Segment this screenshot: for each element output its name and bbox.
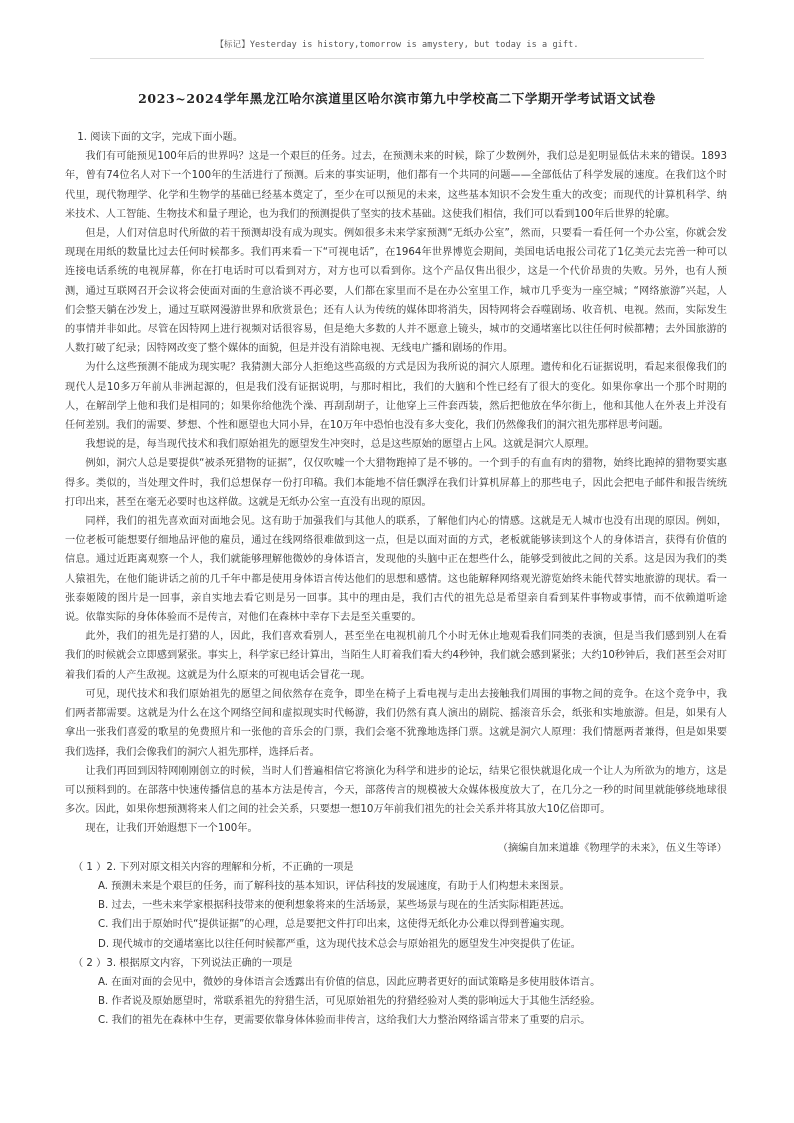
header-divider — [90, 58, 704, 59]
passage-paragraph: 例如，洞穴人总是要提供“被杀死猎物的证据”，仅仅吹嘘一个大猎物跑掉了是不够的。一个到手的有血有肉的猎物，始终比跑掉的猎物要实惠得多。类似的，当处理文件时，我们总想保存一份打印稿。我们本能地不信任飘浮在我们计算机屏幕上的那些电子，因此会把电子邮件和报告统统打印出来，甚至在毫无必要时也这样做。这就是无纸办公室一直没有出现的原因。 — [65, 458, 727, 508]
document-body — [65, 128, 727, 1031]
source-citation: （摘编自加来道雄《物理学的未来》，伍义生等译） — [497, 842, 727, 854]
answer-option[interactable]: A. 预测未来是个艰巨的任务，而了解科技的基本知识，评估科技的发展速度，有助于人们构想未来图景。 — [98, 880, 570, 892]
passage-paragraph: 但是，人们对信息时代所做的若干预测却没有成为现实。例如很多未来学家预测“无纸办公室”，然而，只要看一看任何一个办公室，你就会发现现在用纸的数量比过去任何时候都多。我们再来看一下“可视电话”，在1964年世界博览会期间，美国电话电报公司花了1亿美元去完善一种可以连接电话系统的电视屏幕，你在打电话时可以看到对方，对方也可以看到你。这个产品仅售出很少，这是一个代价昂贵的失败。另外，也有人预测，通过互联网召开会议将会使面对面的生意洽谈不再必要，人们都在家里而不是在办公室里工作，城市几乎变为一座空城；“网络旅游”兴起，人们会整天躺在沙发上，通过互联网漫游世界和欣赏景色；还有人认为传统的媒体即将消失，因特网将会吞噬剧场、收音机、电视。然而，实际发生的事情并非如此。尽管在因特网上进行视频对话很容易，但是绝大多数的人并不愿意上镜头，城市的交通堵塞比以往任何时候都糟；去外国旅游的人数打破了纪录；因特网改变了整个媒体的面貌，但是并没有消除电视、无线电广播和剧场的作用。 — [65, 228, 727, 355]
passage-paragraph: 此外，我们的祖先是打猎的人，因此，我们喜欢看别人，甚至坐在电视机前几个小时无休止地观看我们同类的表演，但是当我们感到别人在看我们的时候就会立即感到紧张。事实上，科学家已经计算出，当陌生人盯着我们看大约4秒钟，我们就会感到紧张；大约10秒钟后，我们甚至会对盯着我们看的人产生敌视。这就是为什么原来的可视电话会冒花一现。 — [65, 631, 727, 681]
passage-paragraph: 现在，让我们开始遐想下一个100年。 — [85, 823, 258, 835]
answer-option[interactable]: B. 过去，一些未来学家根据科技带来的便利想象将来的生活场景，某些场景与现在的生活实际相距甚远。 — [98, 900, 570, 912]
answer-option[interactable]: D. 现代城市的交通堵塞比以往任何时候都严重，这为现代技术总会与原始祖先的愿望发生冲突提供了佐证。 — [98, 938, 581, 950]
answer-option[interactable]: B. 作者说及原始愿望时，常联系祖先的狩猎生活，可见原始祖先的狩猎经验对人类的影响远大于其他生活经验。 — [98, 996, 601, 1008]
passage-paragraph: 让我们再回到因特网刚刚创立的时候，当时人们普遍相信它将演化为科学和进步的论坛，结果它很快就退化成一个让人为所欲为的地方，这是可以预料到的。在部落中快速传播信息的基本方法是传言，今天，部落传言的规模被大众媒体极度放大了，在几分之一秒的时间里就能够绕地球很多次。因此，如果你想预测将来人们之间的社会关系，只要想一想10万年前我们祖先的社会关系并将其放大10亿倍即可。 — [65, 765, 727, 816]
passage-paragraph: 同样，我们的祖先喜欢面对面地会见。这有助于加强我们与其他人的联系，了解他们内心的情感。这就是无人城市也没有出现的原因。例如，一位老板可能想要仔细地品评他的雇员，通过在线网络很难做到这一点，但是以面对面的方式，老板就能够读到这个人的身体语言，获得有价值的信息。通过近距离观察一个人，我们就能够理解他微妙的身体语言，发现他的头脑中正在想些什么，能够受到彼此之间的关系。这是因为我们的类人猿祖先，在他们能讲话之前的几千年中都是使用身体语言传达他们的思想和感情。这也能解释网络观光游览始终未能代替实地旅游的现状。看一张泰姬陵的图片是一回事，亲自实地去看它则是另一回事。其中的理由是，我们古代的祖先总是希望亲自看到某件事物或事情，而不依赖道听途说。依靠实际的身体体验而不是传言，对他们在森林中幸存下去是至关重要的。 — [65, 516, 727, 624]
passage-paragraph: 我想说的是，每当现代技术和我们原始祖先的愿望发生冲突时，总是这些原始的愿望占上风。这就是洞穴人原理。 — [85, 439, 595, 451]
question-stem: （ 2 ）3. 根据原文内容，下列说法正确的一项是 — [73, 957, 293, 969]
answer-option[interactable]: C. 我们出于原始时代“提供证据”的心理，总是要把文件打印出来，这使得无纸化办公难以得到普遍实现。 — [98, 919, 571, 931]
passage-paragraph: 可见，现代技术和我们原始祖先的愿望之间依然存在竞争，即坐在椅子上看电视与走出去接触我们周围的事物之间的竞争。在这个竞争中，我们两者都需要。这就是为什么在这个网络空间和虚拟现实时代畅游，我们仍然有真人演出的剧院、摇滚音乐会，纸张和实地旅游。但是，如果有人拿出一张我们喜爱的歌星的免费照片和一张他的音乐会的门票，我们会毫不犹豫地选择门票。这就是洞穴人原理：我们情愿两者兼得，但是如果要我们选择，我们会像我们的洞穴人祖先那样，选择后者。 — [65, 688, 727, 758]
page-title: 2023~2024学年黑龙江哈尔滨道里区哈尔滨市第九中学校高二下学期开学考试语文试卷 — [138, 91, 656, 106]
question-stem: （ 1 ）2. 下列对原文相关内容的理解和分析，不正确的一项是 — [73, 861, 354, 873]
passage-paragraph: 为什么这些预测不能成为现实呢？我猜测大部分人拒绝这些高级的方式是因为我所说的洞穴人原理。遗传和化石证据说明，看起来很像我们的现代人是10多万年前从非洲起源的，但是我们没有证据说明，与那时相比，我们的大脑和个性已经有了很大的变化。如果你拿出一个那个时期的人，在解剖学上他和我们是相同的；如果你给他洗个澡、再刮刮胡子，让他穿上三件套西装，然后把他放在华尔街上，他和其他人在外表上并没有任何差别。我们的需要、梦想、个性和愿望也大同小异，在10万年中恐怕也没有多大变化，我们仍然像我们的洞穴祖先那样思考问题。 — [65, 362, 727, 432]
answer-option[interactable]: C. 我们的祖先在森林中生存，更需要依靠身体体验而非传言，这给我们大力整治网络谣言带来了重要的启示。 — [98, 1015, 591, 1027]
answer-option[interactable]: A. 在面对面的会见中，微妙的身体语言会透露出有价值的信息，因此应聘者更好的面试策略是多使用肢体语言。 — [98, 976, 601, 988]
passage-paragraph: 我们有可能预见100年后的世界吗？这是一个艰巨的任务。过去，在预测未来的时候，除了少数例外，我们总是犯明显低估未来的错误。1893年，曾有74位名人对下一个100年的生活进行了预测。后来的事实证明，他们都有一个共同的问题——全部低估了科学发展的速度。在我们这个时代里，现代物理学、化学和生物学的基础已经基本奠定了，至少在可以预见的未来，这些基本知识不会发生重大的改变；而现代的计算机科学、纳米技术、人工智能、生物技术和量子理论，也为我们的预测提供了坚实的技术基础。这使我们相信，我们可以看到100年后世界的轮廓。 — [65, 151, 727, 220]
question-intro: 1. 阅读下面的文字，完成下面小题。 — [77, 132, 244, 143]
header-note: 【标记】Yesterday is history,tomorrow is amystery, but today is a gift. — [215, 40, 579, 50]
